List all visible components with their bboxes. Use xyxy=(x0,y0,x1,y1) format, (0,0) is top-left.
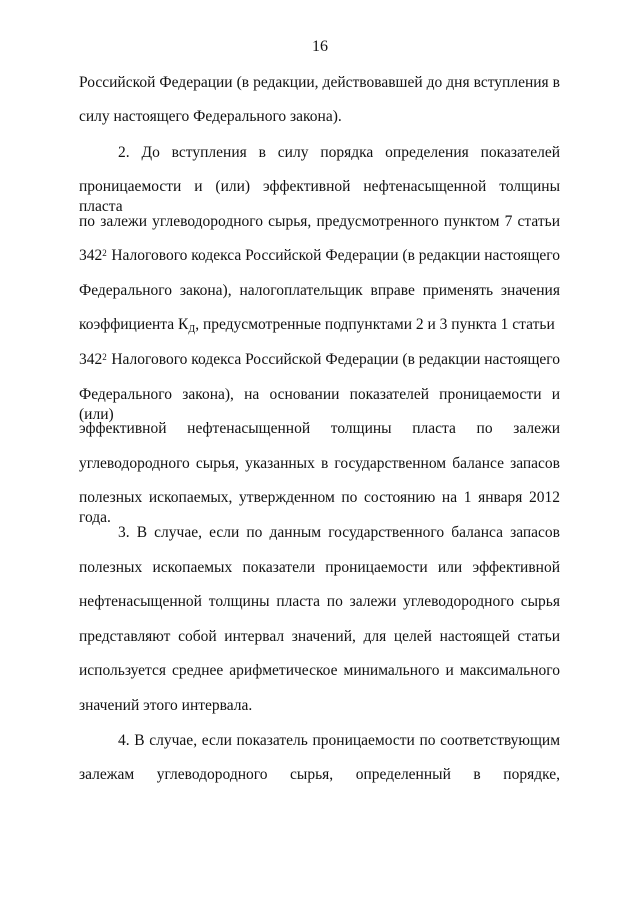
article-reference: $342^2$ xyxy=(79,351,107,368)
article-reference: $342^2$ xyxy=(79,247,107,264)
text-line: силу настоящего Федерального закона). xyxy=(79,108,342,125)
text-line: полезных ископаемых показатели проницаемости или эффективной xyxy=(79,559,560,576)
text-line: Федерального закона), на основании показателей проницаемости и (или) xyxy=(79,386,560,423)
text-line: коэффициента $К_Д$, предусмотренные подпунктами 2 и 3 пункта 1 статьи xyxy=(79,316,555,335)
text-line: залежам углеводородного сырья, определенный в порядке, xyxy=(79,766,560,783)
coefficient-symbol: $К_Д$ xyxy=(178,316,196,335)
text-line: используется среднее арифметическое минимального и максимального xyxy=(79,662,560,679)
text-line: нефтенасыщенной толщины пласта по залежи углеводородного сырья xyxy=(79,593,560,610)
text-line: $342^2$ Налогового кодекса Российской Федерации (в редакции настоящего xyxy=(79,351,560,368)
page-number: 16 xyxy=(312,38,328,55)
text-line: по залежи углеводородного сырья, предусмотренного пунктом 7 статьи xyxy=(79,213,560,230)
paragraph-2-start: 2. До вступления в силу порядка определения показателей xyxy=(118,144,560,161)
text-line: проницаемости и (или) эффективной нефтенасыщенной толщины пласта xyxy=(79,178,560,215)
text-line: эффективной нефтенасыщенной толщины пласта по залежи xyxy=(79,420,560,437)
text-line: Федерального закона), налогоплательщик вправе применять значения xyxy=(79,282,560,299)
text-line: значений этого интервала. xyxy=(79,697,253,714)
text-line: Российской Федерации (в редакции, действовавшей до дня вступления в xyxy=(79,74,560,91)
text-line: $342^2$ Налогового кодекса Российской Федерации (в редакции настоящего xyxy=(79,247,560,264)
text-line: представляют собой интервал значений, для целей настоящей статьи xyxy=(79,628,560,645)
text-line: полезных ископаемых, утвержденном по состоянию на 1 января 2012 года. xyxy=(79,489,560,526)
text-line: углеводородного сырья, указанных в государственном балансе запасов xyxy=(79,455,560,472)
paragraph-3-start: 3. В случае, если по данным государственного баланса запасов xyxy=(118,524,560,541)
paragraph-4-start: 4. В случае, если показатель проницаемости по соответствующим xyxy=(118,732,560,749)
